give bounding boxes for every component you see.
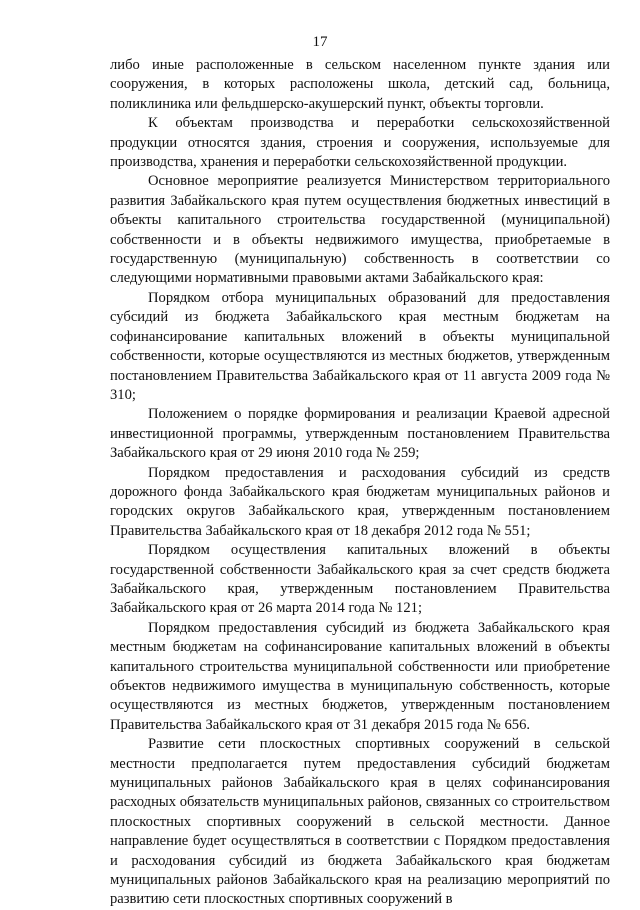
paragraph: Порядком предоставления и расходования субсидий из средств дорожного фонда Забайкальского края бюджетам муниципальных районов и городских округов Забайкальского края, утвержденным постановлением Правительства Забайкальского края от 18 декабря 2012 года № 551;	[110, 464, 610, 539]
paragraph-continuation: либо иные расположенные в сельском населенном пункте здания или сооружения, в которых расположены школа, детский сад, больница, поликлиника или фельдшерско-акушерский пункт, объекты торговли.	[110, 57, 610, 112]
paragraph: Положением о порядке формирования и реализации Краевой адресной инвестиционной программы, утвержденным постановлением Правительства Забайкальского края от 29 июня 2010 года № 259;	[110, 406, 610, 462]
page-number: 17	[312, 34, 328, 50]
paragraph: Порядком осуществления капитальных вложений в объекты государственной собственности Забайкальского края за счет средств бюджета Забайкальского края, утвержденным постановлением Правительства Забайкальского края от 26 марта 2014 года № 121;	[110, 542, 610, 617]
paragraph: К объектам производства и переработки сельскохозяйственной продукции относятся здания, строения и сооружения, используемые для производства, хранения и переработки сельскохозяйственной продукции.	[110, 115, 610, 171]
paragraph: Порядком отбора муниципальных образований для предоставления субсидий из бюджета Забайкальского края местным бюджетам на софинансирование капитальных вложений в объекты муниципальной собственности, которые осуществляются из местных бюджетов, утвержденным постановлением Правительства Забайкальского края от 11 августа 2009 года № 310;	[110, 289, 610, 403]
paragraph: Основное мероприятие реализуется Министерством территориального развития Забайкальского края путем осуществления бюджетных инвестиций в объекты капитального строительства государственной (муниципальной) собственности и в объекты недвижимого имущества, приобретаемые в государственную (муниципальную) собственность в соответствии со следующими нормативными правовыми актами Забайкальского края:	[110, 173, 610, 287]
paragraph: Порядком предоставления субсидий из бюджета Забайкальского края местным бюджетам на софинансирование капитальных вложений в объекты капитального строительства муниципальной собственности или приобретение объектов недвижимого имущества в муниципальную собственность, которые осуществляются из местных бюджетов, утвержденным постановлением Правительства Забайкальского края от 31 декабря 2015 года № 656.	[110, 619, 610, 733]
document-body	[110, 56, 610, 910]
paragraph: Развитие сети плоскостных спортивных сооружений в сельской местности предполагается путем предоставления субсидий бюджетам муниципальных районов Забайкальского края в целях софинансирования расходных обязательств муниципальных районов, связанных со строительством плоскостных спортивных сооружений в сельской местности. Данное направление будет осуществляться в соответствии с Порядком предоставления и расходования субсидий из бюджета Забайкальского края бюджетам муниципальных районов Забайкальского края на реализацию мероприятий по развитию сети плоскостных спортивных сооружений в	[110, 736, 610, 908]
